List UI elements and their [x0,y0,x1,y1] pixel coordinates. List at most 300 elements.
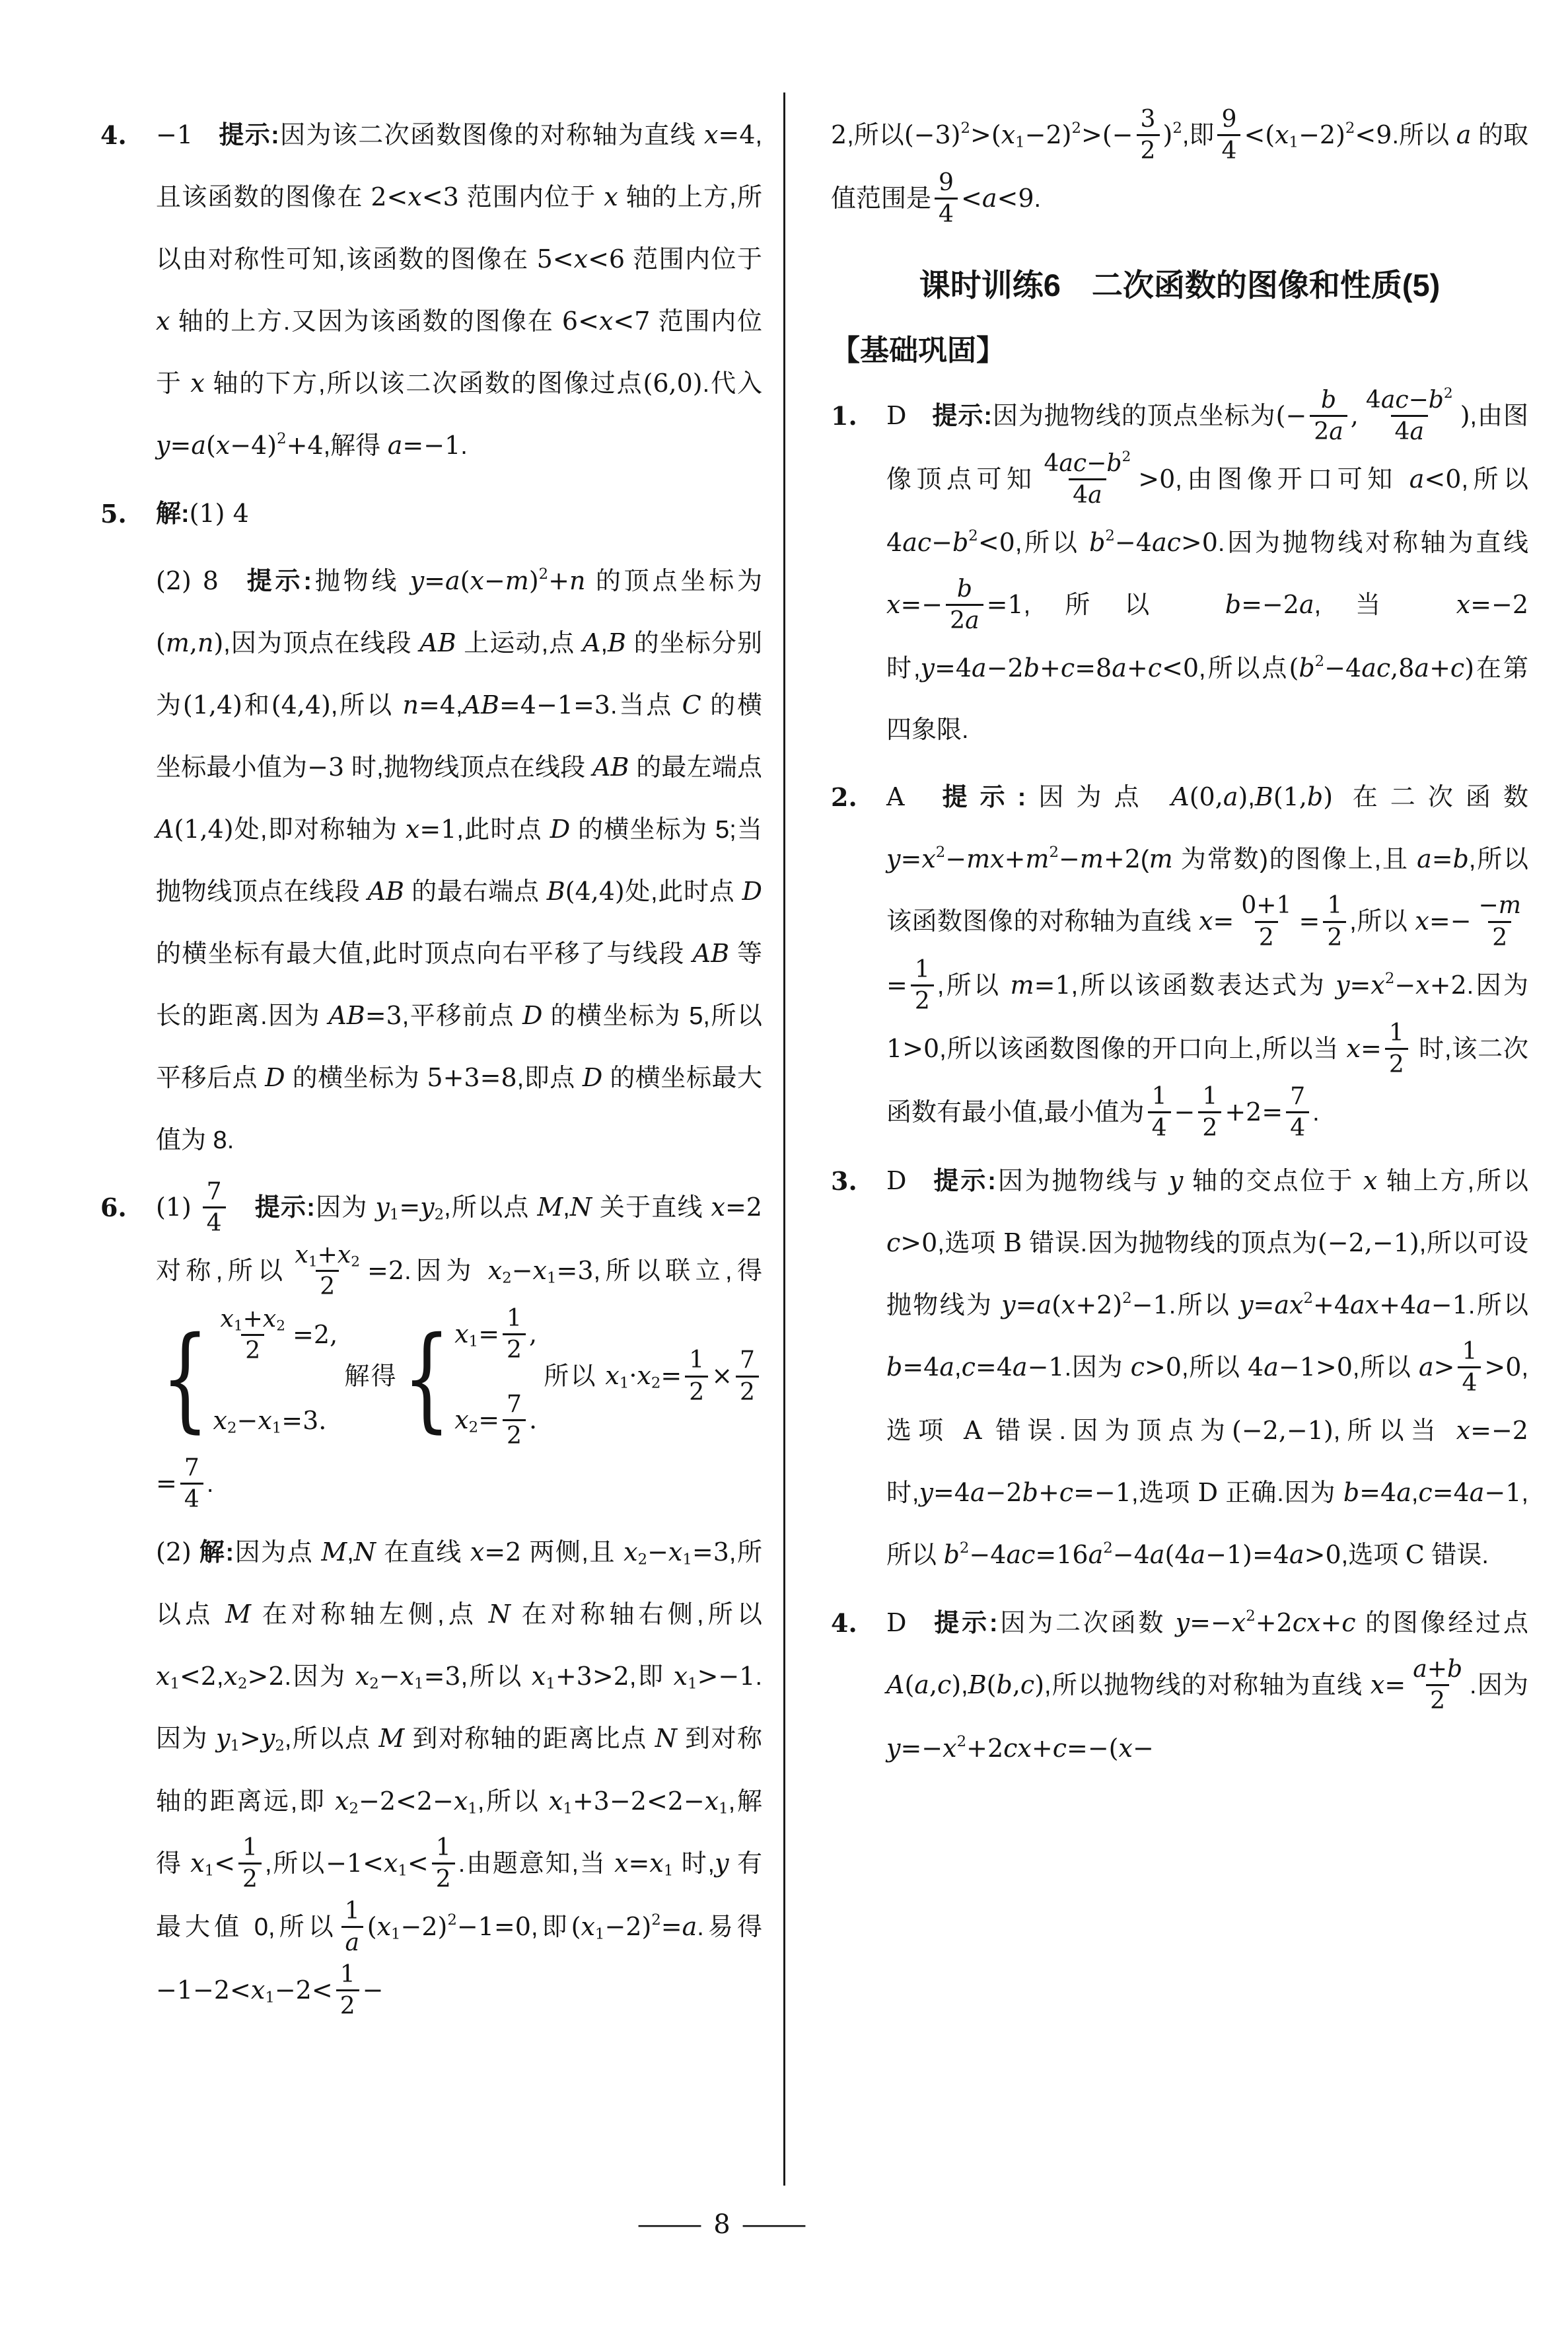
subscript: 1 [1289,133,1299,151]
math: x=−2 [1456,1416,1528,1446]
item-number: 2. [831,782,857,813]
math: x= $\frac{0+1}{2}$ = $\frac{1}{2}$ [1199,906,1349,936]
page-number-value: 8 [713,2209,731,2240]
brace-icon: { [161,1312,209,1444]
math: $(-3)^2>(x_1-2)^2>(-$ $\frac{3}{2}$ )$^2$ [904,120,1182,149]
supscript: 2 [1384,969,1395,987]
math: a=b [1417,844,1469,874]
numerator: 1 [344,1896,360,1925]
math: y=4a−2b+c=8a+c<0 [920,653,1199,683]
supscript: 2 [1345,120,1355,137]
denominator: 2 [1426,1684,1449,1716]
subscript: 1 [308,1253,318,1271]
math: n=4 [402,690,456,720]
item-body: D 提示:因为抛物线的顶点坐标为(− $\frac{b}{2a}$ , $\frac{4ac-b^2}{4a}$ ),由图像顶点可知 $\frac{4ac-b^2}{4a}$ >0,由图像开口可知 a<0,所以 $4ac-b^2<0$,所以 $b^2-4ac>0$.因为抛物线对称轴为直线 x=− $\frac{b}{2a}$ =1,所以 b=−2a,当 x=−2 时,y=4a−2b+c=8a+c<0,所以点$(b^2-4ac,8a+c)$在第四象限. [886,385,1529,745]
math: A(a,c) [886,1670,962,1699]
subscript: 1 [688,1676,697,1693]
item-body: D 提示:因为二次函数 $y=-x^2+2cx+c$ 的图像经过点 A(a,c),B(b,c),所以抛物线的对称轴为直线 x= $\frac{a+b}{2}$ .因为 $y=-x^2+2cx+c=-(x-$ [886,1607,1529,1763]
item-number: 4. [100,120,127,150]
numerator: a+b [1413,1654,1463,1683]
math: D [522,1001,543,1031]
serif-text: (2) [156,1537,192,1567]
math: −1 [156,120,194,149]
math: x=− $\frac{-m}{2}$ = $\frac{1}{2}$ [886,906,1528,999]
math: $y=ax^2+4ax+4a-1$ [1239,1290,1468,1320]
numerator: 7 [1290,1082,1306,1110]
denominator: 4 [203,1206,226,1238]
paragraph: (2) 解:因为点 M,N 在直线 x=2 两侧,且 $x_2-x_1=3$,所以点 M 在对称轴左侧,点 N 在对称轴右侧,所以 $x_1<2,x_2>2$.因为 $x_2-x_1=3$,所以 $x_1+3>2$,即 $x_1>-1$.因为 $y_1>y_2$,所以点 M 到对称轴的距离比点 N 到对称轴的距离远,即 $x_2-2<2-x_1$,所以 $x_1+3-2<2-x_1$,解得 $x_1<$ $\frac{1}{2}$ ,所以$-1<x_1<$ $\frac{1}{2}$ .由题意知,当 $x=x_1$ 时,y 有最大值 0,所以 $\frac{1}{a}$ $(x_1-2)^2-1=0$,即$(x_1-2)^2=a$.易得$-1-2<x_1-2<$ $\frac{1}{2}$ − [156,1522,762,2023]
fraction [180,1453,203,1514]
supscript: 2 [1122,448,1131,465]
math: y [1168,1165,1184,1195]
math: y=4a−2b+c=−1 [919,1478,1131,1508]
item-body: D 提示:因为抛物线与 y 轴的交点位于 x 轴上方,所以 c>0,选项 B 错误.因为抛物线的顶点为(−2,−1),所以可设抛物线为 $y=a(x+2)^2-1$.所以 $y=ax^2+4ax+4a-1$.所以 b=4a,c=4a−1.因为 c>0,所以 4a−1>0,所以 a> $\frac{1}{4}$ >0,选项 A 错误.因为顶点为(−2,−1),所以当 x=−2 时,y=4a−2b+c=−1,选项 D 正确.因为 b=4a,c=4a−1,所以 $b^2-4ac=16a^2-4a(4a-1)=4a>0$,选项 C 错误. [886,1165,1529,1570]
math: B(1,b) [1254,782,1334,812]
math: N [488,1600,511,1629]
serif-text: D [886,400,907,430]
fraction [217,1304,290,1366]
serif-text: C [1405,1540,1425,1570]
page-number [0,2192,1506,2257]
math: A(0,a) [1171,782,1248,812]
numerator: 0+1 [1241,891,1292,920]
math: $x=x_1$ [614,1848,674,1880]
fraction [1137,104,1160,166]
fraction [203,1177,226,1238]
denominator: 4 [180,1483,203,1514]
numerator: 1 [435,1833,451,1861]
equation-system [403,1304,537,1453]
math: x=−2 [1456,589,1528,619]
math: $\frac{1}{a}$ $(x_1-2)^2-1=0$ [338,1912,531,1941]
numerator: 1 [1202,1082,1218,1110]
equation-system [161,1304,338,1452]
fraction [911,955,934,1016]
fraction [1286,1082,1309,1143]
math: x=2 [470,1537,522,1567]
math: $\frac{x_1+x_2}{2}$ =2 [288,1256,405,1285]
numerator: 1 [1462,1337,1478,1366]
numerator: 1 [339,1960,355,1988]
fraction [1362,385,1457,447]
math: x [604,182,618,212]
math: x [1363,1165,1378,1195]
supscript: 2 [1122,1290,1132,1308]
math: 1>0 [886,1033,940,1063]
math: $y=a(x-4)^2+4$ [156,430,324,461]
answer-item [831,385,1528,762]
math: (m,n) [156,628,224,657]
math: $x_2>2$ [223,1662,285,1693]
math: x=2 [711,1192,762,1222]
numerator: 3 [1140,105,1156,133]
math: b=4a [1343,1478,1411,1508]
math: M [378,1724,405,1753]
supscript: 2 [959,1539,970,1557]
subscript: 2 [637,1551,648,1568]
math [199,1177,229,1237]
item-body: −1 提示:因为该二次函数图像的对称轴为直线 x=4,且该函数的图像在 2<x<3 范围内位于 x 轴的上方,所以由对称性可知,该函数的图像在 5<x<6 范围内位于 x 轴的上方.又因为该函数的图像在 6<x<7 范围内位于 x 轴的下方,所以该二次函数的图像过点(6,0).代入 $y=a(x-4)^2+4$,解得 a=−1. [156,120,763,461]
item-body: A 提示:因为点 A(0,a),B(1,b) 在二次函数 $y=x^2-mx+m^2-m+2(m$ 为常数)的图像上,且 a=b,所以该函数图像的对称轴为直线 x= $\frac{0+1}{2}$ = $\frac{1}{2}$ ,所以 x=− $\frac{-m}{2}$ = $\frac{1}{2}$ ,所以 m=1,所以该函数表达式为 $y=x^2-x+2$.因为 1>0,所以该函数图像的开口向上,所以当 x= $\frac{1}{2}$ 时,该二次函数有最小值,最小值为 $\frac{1}{4}$ − $\frac{1}{2}$ +2= $\frac{7}{4}$ . [886,766,1528,1145]
math: AB=3 [328,1001,402,1031]
math: AB [592,752,629,782]
subscript: 1 [265,1989,275,2007]
equation-row: $x_1=$ $\frac{1}{2}$ , [454,1304,537,1367]
subscript: 1 [719,1800,729,1818]
serif-text: (1) 4 [189,498,249,528]
denominator: a [341,1926,364,1958]
subscript: 1 [170,1676,180,1693]
answer-item [100,1177,762,1517]
subscript: 2 [349,1800,359,1818]
denominator: 4 [1217,134,1240,166]
fraction [1217,104,1240,166]
right-column [831,104,1528,1785]
supscript: 2 [960,120,971,137]
serif-text: D [1197,1478,1219,1508]
math: x=− $\frac{b}{2a}$ =1 [886,590,1024,619]
denominator: 2 [1488,921,1511,953]
math: AB [367,877,404,906]
subscript: 1 [204,1862,215,1880]
serif-text: (2) 8 [156,566,219,595]
fraction [736,1345,759,1407]
subscript: 1 [414,1676,424,1693]
math: AB [419,628,456,657]
math: N [569,1192,592,1222]
numerator: 1 [1388,1018,1404,1047]
math: $x_1>-1$ [673,1662,756,1693]
answer-item [100,104,762,478]
fraction [1409,1654,1466,1716]
denominator: 2 [911,984,934,1016]
numerator: 1 [1151,1082,1167,1110]
supscript: 2 [1303,1290,1313,1308]
supscript: 2 [1049,844,1059,862]
math: M [537,1192,563,1222]
subscript: 1 [546,1676,555,1693]
supscript: 2 [935,844,946,862]
supscript: 2 [1105,527,1115,544]
numerator: 1 [1327,891,1343,920]
math: B(4,4) [546,877,625,906]
supscript: 2 [1103,1539,1113,1557]
denominator: 2 [503,1333,526,1365]
denominator: 4 [1286,1111,1309,1143]
denominator: 2 [241,1334,264,1366]
math: M [321,1537,347,1567]
answer-item [100,483,762,545]
subscript: 2 [468,1419,479,1436]
denominator: 2 [1198,1111,1221,1143]
numerator: 9 [1221,105,1237,133]
serif-text: B [1003,1228,1022,1257]
fraction [341,1896,364,1958]
math: a=−1 [387,431,461,461]
math: a> $\frac{1}{4}$ >0 [1419,1352,1522,1382]
math: $\frac{1}{4}$ − $\frac{1}{2}$ +2= $\frac{7}{4}$ [1145,1097,1313,1126]
math: $(x_1-2)^2=a$ [571,1911,697,1943]
math: B [608,628,626,657]
numerator: 1 [242,1833,258,1861]
denominator: 2 [238,1863,262,1894]
numerator: 7 [184,1454,199,1482]
subscript: 1 [1015,133,1025,151]
denominator: 4a [1391,415,1428,447]
supscript: 2 [968,527,978,544]
numerator: 7 [206,1177,222,1205]
math: $\frac{9}{4}$ <a<9 [931,184,1034,213]
page-number-dash: — [739,2209,808,2240]
equation-row: $x_2-x_1=3$. [213,1406,327,1438]
fraction [336,1960,359,2021]
item-body: (1) $\frac{7}{4}$ 提示:因为 $y_1=y_2$,所以点 M,N 关于直线 x=2 对称,所以 $\frac{x_1+x_2}{2}$ =2.因为 $x_2-x_1=3$,所以联立,得 { $\frac{x_1+x_2}{2}$ =2, $x_2-x_1=3$. 解得 { $x_1=$ $\frac{1}{2}$ , $x_2=$ $\frac{7}{2}$ . 所以 $x_1\cdot x_2=$ $\frac{1}{2}$ × $\frac{7}{2}$ = $\frac{7}{4}$ . [156,1177,762,1517]
math: b=−2a [1225,589,1314,619]
equation-rows [454,1304,537,1453]
denominator: 2 [1323,921,1346,953]
math: $y=-x^2+2cx+c$ [1175,1607,1356,1637]
math: $-1-2<x_1-2<$ $\frac{1}{2}$ − [156,1975,384,2005]
math: $x_2-x_1=3$ [355,1662,461,1693]
math: C [682,690,701,720]
denominator: 2 [316,1270,339,1302]
answer-item [831,766,1528,1145]
math [156,1305,343,1444]
bold-label: 提示: [254,1193,315,1222]
math: $y=x^2-mx+m^2-m+2$ [886,844,1141,874]
subscript: 1 [663,1862,674,1880]
denominator: 2a [946,604,983,636]
fraction [1198,1082,1221,1143]
math: x [156,307,170,336]
answer-item [831,1592,1528,1780]
fraction [238,1833,262,1894]
math: $x_2-2<2-x_1$ [335,1786,478,1818]
page-number-dash: — [635,2209,705,2240]
supscript: 2 [447,1911,457,1929]
math: D [742,877,762,906]
math: 5<x<6 [536,244,625,274]
supscript: 2 [1443,385,1453,402]
subscript: 1 [233,1317,243,1335]
denominator: 4 [1148,1111,1171,1143]
left-column [100,104,762,2028]
denominator: 2 [736,1376,759,1407]
fraction [935,168,958,229]
denominator: 2 [336,1989,359,2021]
math: c>0 [886,1228,938,1257]
supscript: 2 [956,1732,967,1750]
equation-rows [213,1304,338,1452]
math: m=1 [1010,970,1071,1000]
math: $y=a(x+2)^2-1$ [1001,1290,1169,1320]
subscript: 1 [271,1420,282,1438]
subscript: 1 [682,1551,692,1568]
item-number: 6. [100,1192,127,1222]
fraction [1148,1082,1171,1143]
fraction [432,1833,455,1894]
math: D [582,1063,603,1093]
subscript: 1 [563,1800,573,1818]
bold-label: 提示: [931,1609,998,1637]
math: $-1<x_1<$ $\frac{1}{2}$ [326,1849,458,1878]
subscript: 1 [468,1333,479,1350]
numerator: b [1320,385,1337,414]
fraction [1475,891,1525,952]
math: $x_2-x_1=3$ [624,1537,729,1568]
denominator: 4 [935,198,958,229]
subscript: 1 [230,1738,240,1755]
math: c=4a−1 [961,1352,1065,1382]
math: N [353,1537,376,1567]
supscript: 2 [1246,1607,1256,1625]
supscript: 2 [277,430,287,448]
bold-label: 提示: [931,1167,996,1195]
math: $x_2-x_1=3$ [487,1255,594,1287]
paragraph: (2) 8 提示:抛物线 $y=a(x-m)^2+n$ 的顶点坐标为(m,n),因为顶点在线段 AB 上运动,点 A,B 的坐标分别为(1,4)和(4,4),所以 n=4,AB=4−1=3.当点 C 的横坐标最小值为−3 时,抛物线顶点在线段 AB 的最左端点 A(1,4)处,即对称轴为 x=1,此时点 D 的横坐标为 5;当抛物线顶点在线段 AB 的最右端点 B(4,4)处,此时点 D 的横坐标有最大值,此时顶点向右平移了与线段 AB 等长的距离.因为 AB=3,平移前点 D 的横坐标为 5,所以平移后点 D 的横坐标为 5+3=8,即点 D 的横坐标最大值为 8. [156,565,762,1154]
supscript: 2 [1172,120,1182,137]
math: (− $\frac{b}{2a}$ , $\frac{4ac-b^2}{4a}$ ) [1276,401,1470,430]
paragraph: 2,所以$(-3)^2>(x_1-2)^2>(-$ $\frac{3}{2}$ )$^2$,即 $\frac{9}{4}$ $<(x_1-2)^2<9$.所以 a 的取值范围是 $\frac{9}{4}$ <a<9. [831,104,1528,231]
subscript: 1 [594,1925,605,1943]
math: $y_1>y_2$ [216,1724,285,1755]
fraction [1237,891,1295,952]
subscript: 2 [502,1269,512,1287]
math: x=1 [405,815,457,844]
math: AB [692,939,729,969]
fraction [946,574,983,636]
math: c>0 [1130,1352,1182,1382]
math: N [655,1724,677,1753]
denominator: 4a [1069,478,1106,510]
fraction [503,1304,526,1365]
fraction [1310,385,1347,447]
math: $x_1+3>2$ [531,1662,629,1693]
subscript: 2 [237,1676,248,1693]
fraction [503,1389,526,1451]
math: a<0 [1409,464,1462,494]
math: 4a−1>0 [1248,1352,1353,1382]
subscript: 1 [468,1800,478,1818]
item-body [156,483,762,545]
denominator: 2a [1310,415,1347,447]
denominator: 2 [1137,134,1160,166]
math: D [550,815,571,844]
math: $\frac{4ac-b^2}{4a}$ >0 [1036,464,1175,494]
math: AB=4−1=3 [462,690,610,720]
numerator: 1 [507,1304,522,1332]
numerator: 7 [507,1389,522,1418]
answer-item [831,1150,1528,1587]
math: (−2,−1) [1317,1228,1419,1257]
math: m [1149,844,1173,874]
numerator: 1 [914,955,930,983]
math: $x_1<$ $\frac{1}{2}$ [190,1849,265,1878]
math [398,1304,542,1450]
numerator: $4ac-b^2$ [1365,385,1453,414]
bold-label: 解: [199,1539,234,1567]
math: (−2,−1) [1232,1416,1334,1446]
math: $x_1\cdot x_2=$ $\frac{1}{2}$ × $\frac{7}{2}$ = $\frac{7}{4}$ [156,1361,762,1498]
math: −3 [307,752,345,782]
math: x [190,369,205,398]
equation-row: $x_2=$ $\frac{7}{2}$ . [454,1389,537,1453]
denominator: 2 [1385,1048,1408,1080]
denominator: 2 [1255,921,1278,953]
item-number: 1. [831,400,857,431]
math: $b^2-4ac>0$ [1089,527,1218,557]
math: M [225,1600,252,1629]
math: x=4 [703,120,756,149]
math: b=4a [886,1352,955,1382]
math: 2<x<3 [371,182,459,212]
fraction [685,1345,708,1407]
fraction [1040,449,1135,510]
subscript: 1 [398,1862,408,1880]
serif-text: D [886,1165,907,1195]
numerator: 1 [689,1346,705,1374]
fraction [291,1240,365,1302]
subscript: 2 [276,1317,286,1335]
numerator: $x_1+x_2$ [220,1305,286,1335]
math: $(b^2-4ac,8a+c)$ [1289,653,1475,683]
math: $x_1<2$ [156,1662,217,1693]
item-number: 3. [831,1165,857,1196]
brace-icon: { [402,1312,451,1444]
serif-text: A [964,1416,982,1446]
math: (6,0) [643,369,703,398]
numerator: 7 [740,1346,755,1374]
bold-label: 提示: [218,122,279,149]
subscript: 2 [351,1253,361,1271]
math: (1,4) [182,690,242,720]
subscript: 1 [619,1375,629,1393]
math: 2 [831,120,847,149]
exercise-heading: 课时训练6 二次函数的图像和性质(5) [919,268,1441,303]
math: $y=x^2-x+2$ [1336,969,1467,1000]
math: 6<x<7 [561,307,651,336]
serif-text: A [886,782,905,812]
bold-label: 提示: [929,784,1026,812]
math: $y=a(x-m)^2+n$ [410,565,586,595]
bold-label: 提示: [243,567,312,595]
numerator: b [956,574,972,603]
math: x= $\frac{a+b}{2}$ [1371,1670,1470,1699]
numerator: $4ac-b^2$ [1044,448,1131,477]
math: D [265,1063,285,1093]
math: A [583,628,601,657]
subscript: 2 [275,1738,285,1755]
math: $y=-x^2+2cx+c=-(x-$ [886,1732,1154,1763]
math: A(1,4) [156,815,234,844]
denominator: 2 [685,1376,708,1407]
bold-label: 提示: [931,402,993,430]
math: c=4a−1 [1418,1478,1522,1508]
math: $x_1+3-2<2-x_1$ [548,1786,729,1818]
subscript: 1 [391,1925,401,1943]
serif-text: D [886,1607,907,1637]
math: (4,4) [271,690,331,720]
subscript: 2 [651,1375,661,1393]
item-number: 4. [831,1607,857,1638]
fraction [1385,1018,1408,1080]
numerator: −m [1478,891,1521,920]
subscript: 2 [369,1676,379,1693]
math: $b^2-4ac=16a^2-4a(4a-1)=4a>0$ [943,1539,1341,1570]
subscript: 2 [434,1206,445,1224]
serif-text: (1) [156,1192,192,1222]
subscript: 1 [546,1269,557,1287]
